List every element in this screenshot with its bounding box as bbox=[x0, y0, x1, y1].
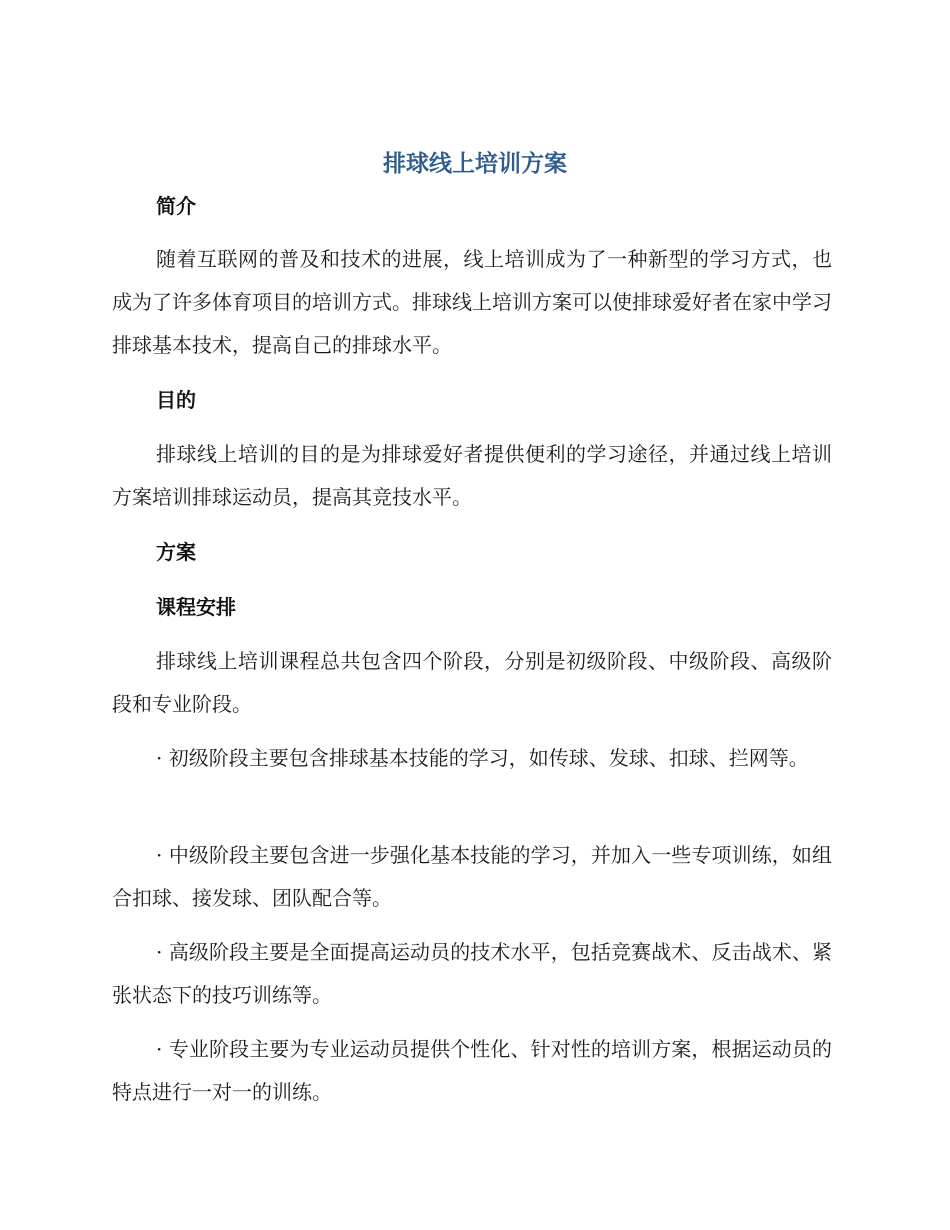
paragraph-intro: 随着互联网的普及和技术的进展，线上培训成为了一种新型的学习方式，也成为了许多体育项目的培训方式。排球线上培训方案可以使排球爱好者在家中学习排球基本技术，提高自己的排球水平。 bbox=[112, 247, 832, 357]
heading-schedule: 课程安排 bbox=[156, 595, 236, 619]
list-item-advanced-stage: · 高级阶段主要是全面提高运动员的技术水平，包括竞赛战术、反击战术、紧张状态下的技巧训练等。 bbox=[112, 940, 832, 1007]
list-item-professional-stage: · 专业阶段主要为专业运动员提供个性化、针对性的培训方案，根据运动员的特点进行一对一的训练。 bbox=[112, 1037, 832, 1104]
heading-intro: 简介 bbox=[156, 194, 196, 218]
heading-purpose: 目的 bbox=[156, 388, 196, 412]
list-item-intermediate-stage: · 中级阶段主要包含进一步强化基本技能的学习，并加入一些专项训练，如组合扣球、接发球、团队配合等。 bbox=[112, 843, 832, 910]
document-title: 排球线上培训方案 bbox=[383, 151, 567, 177]
paragraph-schedule: 排球线上培训课程总共包含四个阶段，分别是初级阶段、中级阶段、高级阶段和专业阶段。 bbox=[112, 649, 832, 716]
paragraph-purpose: 排球线上培训的目的是为排球爱好者提供便利的学习途径，并通过线上培训方案培训排球运动员，提高其竞技水平。 bbox=[112, 442, 832, 509]
heading-plan: 方案 bbox=[156, 540, 196, 564]
list-item-beginner-stage: · 初级阶段主要包含排球基本技能的学习，如传球、发球、扣球、拦网等。 bbox=[156, 746, 809, 770]
